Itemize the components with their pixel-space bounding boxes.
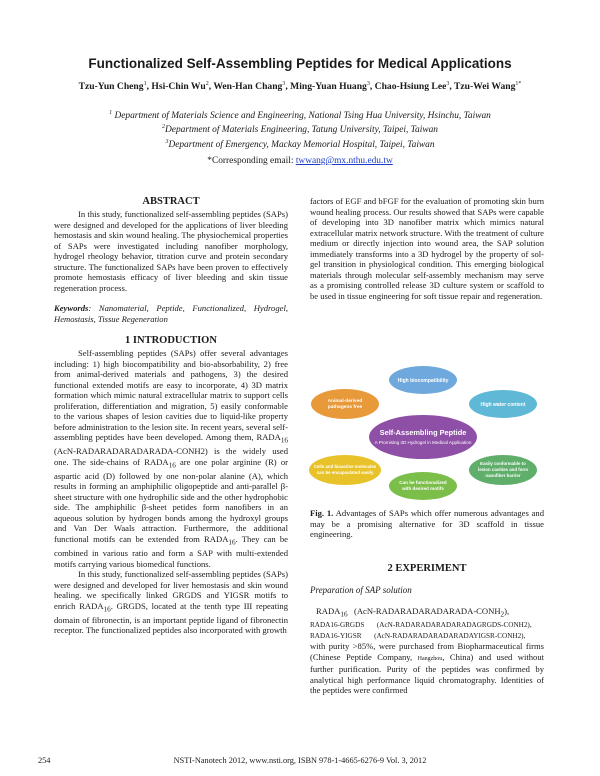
- experiment-text: ),: [504, 606, 510, 616]
- node-easily-conformable: [469, 455, 537, 485]
- node-label: lesion cavities and form: [477, 467, 529, 472]
- node-can-be-functionalized: [389, 472, 457, 500]
- footer-citation: NSTI-Nanotech 2012, www.nsti.org, ISBN 978-1-4665-6276-9 Vol. 3, 2012: [173, 756, 427, 765]
- author-sup: 1*: [515, 81, 522, 87]
- subscript: 16: [168, 461, 176, 470]
- experiment-subheading: Preparation of SAP solution: [310, 585, 412, 595]
- affiliation: [0, 139, 600, 150]
- node-label: nanofiber barrier: [485, 473, 521, 478]
- experiment-line-3: RADA16-YIGSR (AcN-RADARADARADARADAYIGSR-CONH2),: [310, 631, 526, 640]
- affiliation-sup: 3: [165, 139, 169, 145]
- subscript: 16: [103, 605, 111, 614]
- node-label: with desired motifs: [402, 486, 444, 491]
- affiliation: [0, 124, 600, 135]
- intro-text: . GRGDS, located at the tenth type III repeating domain of fibronectin, is an important peptide ligand of fibronectin receptor. The functionalized peptides also incorporated with growth: [54, 600, 288, 636]
- experiment-text: (AcN-RADARADARADARADA-CONH: [347, 606, 501, 616]
- experiment-paragraph: [310, 641, 544, 696]
- experiment-text: , China) and used without further purification. Purity of the peptides was confirmed by analytical high performance liquid chromatography. Identities of the peptides were confirmed: [310, 651, 544, 696]
- author-name: Tzu-Wei Wang: [453, 81, 516, 93]
- intro-text: Self-assembling peptides (SAPs) offer several advantages including: 1) high biocompatibility and bio-absorbability, 2) free from animal-derived materials and pathogens, 3) the desired functional extended motifs are easy to incorporate, 4) 3D matrix formation which mimic natural extracellular matrix to support cells proliferation, differentiation and migration, 5) easily conformable to the various shapes of lesion cavities due to liquid-like property before administration to the lesion site. In recent years, several self-assembling peptides have been developed. Among them, RADA: [54, 348, 288, 442]
- subscript: 16: [340, 610, 348, 619]
- intro-text: are one polar arginine (R) or aspartic acid (D) followed by one non-polar alanine (A), which results in forming an amphiphilic oligopeptide and anti-parallel β-sheet structure with one hydrophilic side and the other hydrophobic side. The amphiphilic β-sheet petides form nanofibers in an aqueous solution by hydrogen bonds among the hydroxyl groups and Van Der Waals attraction. Furthermore, the additional functional motifs can be extended from RADA: [54, 456, 288, 544]
- center-ellipse: [369, 415, 477, 459]
- affiliation-sup: 1: [109, 110, 113, 116]
- intro-text: . They can be combined in various ratio and form a SAP with multi-extended motifs carrying various biomedical functions.: [54, 533, 288, 569]
- affiliation-text: Department of Materials Science and Engineering, National Tsing Hua University, Hsinchu, Taiwan: [112, 111, 491, 122]
- node-label: Cells and bioactive molecules: [313, 464, 377, 469]
- figure-caption: [310, 508, 544, 540]
- experiment-section: [310, 563, 544, 696]
- paper-title: Functionalized Self-Assembling Peptides for Medical Applications: [88, 56, 512, 71]
- keywords-line: [54, 303, 288, 324]
- caption-label: Fig. 1.: [310, 508, 334, 518]
- node-label: High biocompatibility: [397, 378, 449, 384]
- experiment-text: with purity >85%, were purchased from Biopharmaceutical firms (Chinese Peptide Company,: [310, 641, 544, 662]
- author-name: Wen-Han Chang: [213, 81, 283, 93]
- intro-text: (AcN-RADARADARADARADA-CONH2) is the widely used one. The side-chains of RADA: [54, 446, 288, 467]
- affiliation-text: Department of Materials Engineering, Tatung University, Taipei, Taiwan: [165, 125, 438, 136]
- node-high-water-content: [469, 390, 537, 418]
- experiment-text-small: Hangzhou: [417, 655, 443, 662]
- affiliation: [0, 110, 600, 121]
- experiment-line-2: RADA16-GRGDS (AcN-RADARADARADARADAGRGDS-CONH2),: [310, 621, 532, 630]
- node-label: High water content: [480, 402, 526, 408]
- node-animal-derived-free: [311, 389, 379, 419]
- subscript: 2: [500, 610, 505, 619]
- experiment-heading: 2 EXPERIMENT: [387, 563, 467, 574]
- keywords-list: : Nanomaterial, Peptide, Functionalized, Hydrogel, Hemostasis, Tissue Regeneration: [54, 303, 288, 324]
- page-number: 254: [38, 756, 51, 765]
- intro-text: In this study, functionalized self-assembling peptides (SAPs) were designed and developed for liver hemostasis and skin wound healing. we specifically linked GRGDS and YIGSR motifs to enrich RADA: [54, 569, 288, 611]
- node-label: can be encapsulated easily: [316, 470, 374, 475]
- corresponding-email-line: [0, 156, 600, 166]
- corresponding-label: *Corresponding email:: [207, 156, 296, 166]
- author-name: Ming-Yuan Huang: [290, 81, 367, 93]
- experiment-line-1: [310, 606, 544, 620]
- node-label: pathogens free: [327, 405, 363, 410]
- affiliation-text: Department of Emergency, Mackay Memorial Hospital, Taipei, Taiwan: [168, 140, 435, 151]
- abstract-text: In this study, functionalized self-assembling peptides (SAPs) were designed and developed for the applications of liver bleeding hemostasis and skin wound healing. The physiochemical properties of SAPs were investigated including nanofiber morphology, hydrogel rheology behavior, titration curve and protein secondary structure. The functionalized SAPs have been proven to effectively promote hemostasis efficacy of liver bleeding and skin tissue regeneration process.: [54, 209, 288, 293]
- corresponding-email-link[interactable]: twwang@mx.nthu.edu.tw: [295, 156, 393, 166]
- subscript: 16: [280, 436, 288, 445]
- node-cells-encapsulated: [309, 455, 381, 485]
- experiment-text: RADA: [316, 606, 341, 616]
- node-high-biocompatibility: [389, 366, 457, 394]
- abstract-heading: ABSTRACT: [142, 196, 200, 207]
- author-sup: 3: [446, 81, 450, 87]
- author-name: Hsi-Chin Wu: [151, 81, 206, 93]
- author-list: Tzu-Yun Cheng$^1$, Hsi-Chin Wu$^2$, Wen-Han Chang$^3$, Ming-Yuan Huang$^3$, Chao-Hsiung Lee$^3$, Tzu-Wei Wang$^{1*}$: [78, 81, 522, 93]
- author-sup: 3: [366, 81, 370, 87]
- intro-paragraph-2: [54, 569, 288, 636]
- author-sup: 2: [205, 81, 209, 87]
- caption-text: Advantages of SAPs which offer numerous advantages and may be a promising alternative for 3D scaffold in tissue engineering.: [310, 508, 544, 539]
- author-name: Chao-Hsiung Lee: [374, 81, 447, 93]
- author-sup: 3: [282, 81, 286, 87]
- author-name: Tzu-Yun Cheng: [78, 81, 144, 93]
- author-sup: 1: [143, 81, 147, 87]
- intro-paragraph-1: [54, 348, 288, 569]
- figure-caption-block: [310, 508, 544, 540]
- node-ellipse: [311, 389, 379, 419]
- node-label: Easily conformable to: [480, 461, 526, 466]
- center-node: [369, 415, 477, 459]
- figure-1-diagram: [307, 364, 539, 502]
- introduction-heading: 1 INTRODUCTION: [125, 335, 217, 346]
- left-column: [54, 196, 288, 636]
- node-label: Animal-derived: [327, 399, 363, 404]
- center-subtitle: A Promising 3D Hydrogel in Medical Application: [374, 440, 472, 445]
- center-title: Self-Assembling Peptide: [379, 428, 467, 437]
- keywords-label: Keywords: [54, 303, 89, 313]
- subscript: 16: [228, 538, 236, 547]
- right-column-paragraph: factors of EGF and bFGF for the evaluation of promoting skin burn wound healing process. Our results showed that SAPs were capable of developing into 3D nanofiber matrix which mimics natural extracellular matrix network structure. With the treatment of culture medium or directly injection into wound area, the SAP solution immediately transforms into a 3D hydrogel by the property of sol-gel transition in physiological condition. This emerging biological materials through molecular self-assembly mechanism may serve as a promising controlled release 3D culture system or scaffold to be used in tissue engineering for soft tissue repair and regeneration.: [310, 196, 544, 301]
- right-column-top: [310, 196, 544, 301]
- affiliation-sup: 2: [162, 124, 166, 130]
- node-label: Can be functionalized: [399, 480, 447, 485]
